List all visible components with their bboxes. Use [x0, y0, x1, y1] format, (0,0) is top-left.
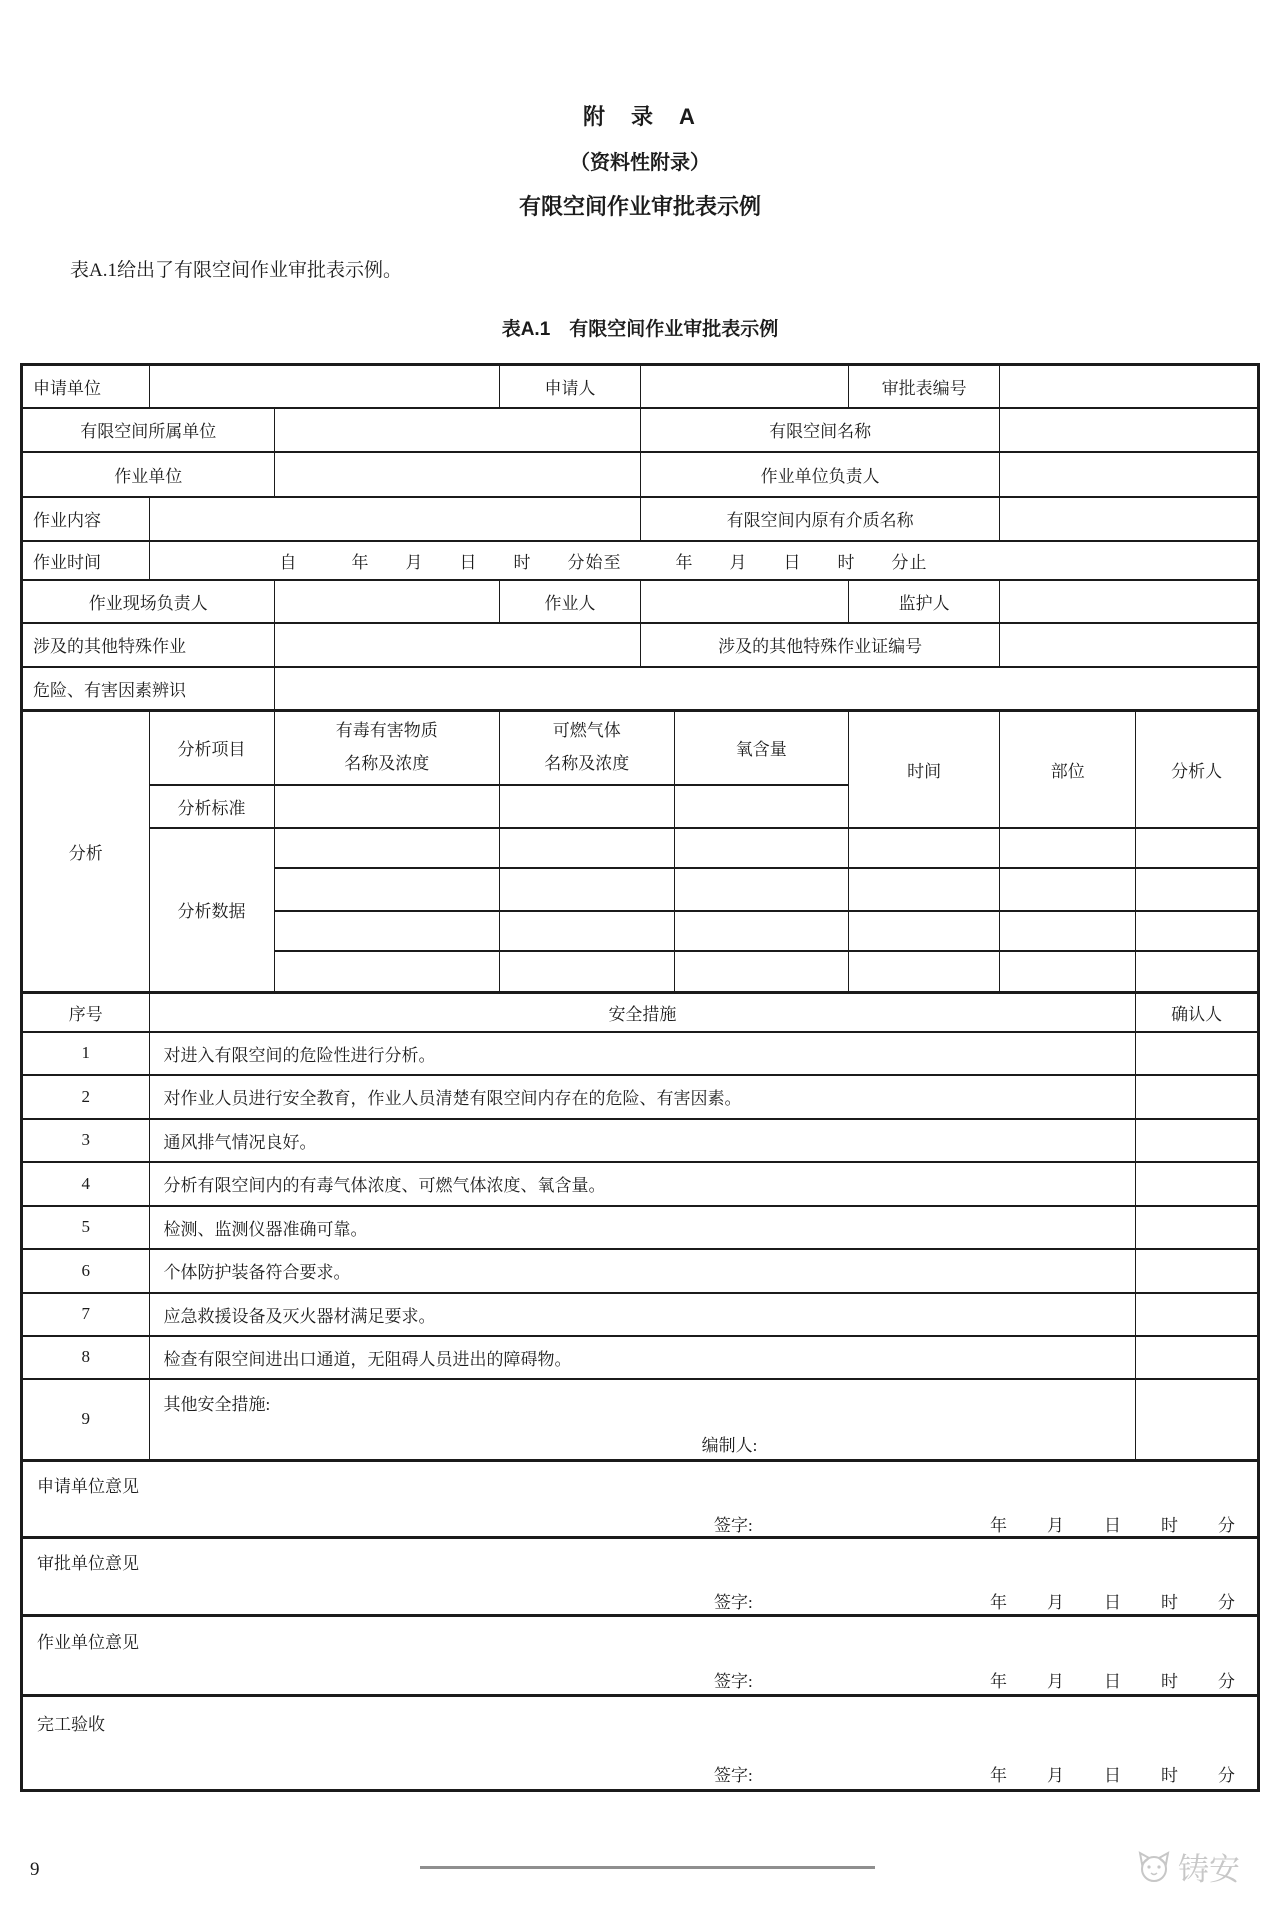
- safety-no: 7: [22, 1293, 150, 1336]
- label-other-special-work: 涉及的其他特殊作业: [22, 623, 275, 667]
- row-analysis-items: [22, 711, 1259, 785]
- field-space-owner-unit: [274, 408, 641, 452]
- field-work-content: [149, 497, 641, 541]
- intro-paragraph: 表A.1给出了有限空间作业审批表示例。: [70, 260, 402, 281]
- safety-no: 8: [22, 1336, 150, 1379]
- sign-line: [23, 1588, 1257, 1613]
- appendix-title: 附 录 A: [583, 104, 697, 129]
- approval-form-table: [20, 363, 1260, 1792]
- completion-acceptance: [22, 1696, 1259, 1791]
- label-work-content: 作业内容: [22, 497, 150, 541]
- field-data-cell: [274, 868, 499, 911]
- field-data-cell: [674, 951, 849, 993]
- safety-no: 1: [22, 1032, 150, 1075]
- compiler-label: 编制人:: [701, 1436, 758, 1456]
- opinion-work-unit: [22, 1616, 1259, 1696]
- label-other-special-work-cert-no: 涉及的其他特殊作业证编号: [641, 623, 1000, 667]
- header-confirmer: 确认人: [1136, 993, 1259, 1032]
- field-confirmer: [1136, 1119, 1259, 1162]
- row-hazard-identification: [22, 667, 1259, 711]
- field-data-cell: [674, 868, 849, 911]
- row-other-special-work: [22, 623, 1259, 667]
- safety-row-3: [22, 1119, 1259, 1162]
- field-data-cell: [1000, 951, 1136, 993]
- label-applicant-unit: 申请单位: [22, 365, 150, 408]
- field-data-cell: [499, 868, 674, 911]
- opinion-section: [22, 1538, 1259, 1616]
- field-data-cell: [499, 951, 674, 993]
- label-analysis-standard: 分析标准: [149, 785, 274, 828]
- sign-label: 签字:: [714, 1765, 753, 1785]
- field-data-cell: [1136, 868, 1259, 911]
- label-work-unit-leader: 作业单位负责人: [641, 452, 1000, 497]
- appendix-header: [0, 0, 1280, 221]
- page-number: 9: [30, 1859, 40, 1880]
- row-analysis-data-1: [22, 828, 1259, 868]
- field-data-cell: [1136, 911, 1259, 951]
- field-work-unit-leader: [1000, 452, 1259, 497]
- sign-date: 年 月 日 时 分: [990, 1593, 1237, 1612]
- cat-logo-icon: [1136, 1850, 1172, 1884]
- field-original-medium: [1000, 497, 1259, 541]
- safety-no: 2: [22, 1075, 150, 1119]
- label-worker: 作业人: [499, 580, 640, 623]
- safety-measure: 检测、监测仪器准确可靠。: [149, 1206, 1136, 1249]
- field-confirmer: [1136, 1336, 1259, 1379]
- col-location: 部位: [1000, 711, 1136, 828]
- sign-date: 年 月 日 时 分: [990, 1515, 1237, 1535]
- col-oxygen: 氧含量: [674, 711, 849, 785]
- footer-divider: [420, 1866, 875, 1869]
- col-toxic-substance: [274, 711, 499, 785]
- field-data-cell: [1136, 828, 1259, 868]
- safety-row-2: [22, 1075, 1259, 1119]
- field-standard-flammable: [499, 785, 674, 828]
- field-data-cell: [274, 951, 499, 993]
- field-form-no: [1000, 365, 1259, 408]
- field-data-cell: [849, 951, 1000, 993]
- safety-measure: 分析有限空间内的有毒气体浓度、可燃气体浓度、氧含量。: [149, 1162, 1136, 1206]
- opinion-section: [22, 1696, 1259, 1791]
- safety-measure: 对进入有限空间的危险性进行分析。: [149, 1032, 1136, 1075]
- opinion-label: 作业单位意见: [37, 1633, 139, 1652]
- field-data-cell: [849, 828, 1000, 868]
- label-space-name: 有限空间名称: [641, 408, 1000, 452]
- sign-line: [23, 1667, 1257, 1692]
- field-space-name: [1000, 408, 1259, 452]
- field-data-cell: [1136, 951, 1259, 993]
- sign-label: 签字:: [714, 1593, 753, 1612]
- label-hazard-identification: 危险、有害因素辨识: [22, 667, 275, 711]
- field-data-cell: [1000, 911, 1136, 951]
- table-caption: 表A.1 有限空间作业审批表示例: [501, 319, 779, 340]
- sign-label: 签字:: [714, 1672, 753, 1691]
- field-data-cell: [674, 911, 849, 951]
- opinion-label: 完工验收: [37, 1714, 105, 1734]
- header-no: 序号: [22, 993, 150, 1032]
- sign-line: [23, 1761, 1257, 1786]
- label-guardian: 监护人: [849, 580, 1000, 623]
- field-data-cell: [849, 868, 1000, 911]
- field-standard-toxic: [274, 785, 499, 828]
- field-data-cell: [849, 911, 1000, 951]
- col-flammable-line2: 名称及浓度: [544, 753, 630, 773]
- col-toxic-line1: 有毒有害物质: [335, 721, 438, 741]
- opinion-approval-unit: [22, 1538, 1259, 1616]
- field-applicant: [641, 365, 849, 408]
- safety-measure: 应急救援设备及灭火器材满足要求。: [149, 1293, 1136, 1336]
- row-site-leader: [22, 580, 1259, 623]
- opinion-label: 申请单位意见: [37, 1476, 139, 1496]
- field-data-cell: [674, 828, 849, 868]
- safety-no: 9: [22, 1379, 150, 1461]
- field-guardian: [1000, 580, 1259, 623]
- field-site-leader: [274, 580, 499, 623]
- safety-no: 4: [22, 1162, 150, 1206]
- safety-measure-other: [149, 1379, 1136, 1461]
- brand-watermark: [1136, 1844, 1240, 1889]
- col-time: 时间: [849, 711, 1000, 828]
- safety-no: 6: [22, 1249, 150, 1293]
- label-space-owner-unit: 有限空间所属单位: [22, 408, 275, 452]
- label-original-medium: 有限空间内原有介质名称: [641, 497, 1000, 541]
- appendix-subject: 有限空间作业审批表示例: [518, 194, 761, 219]
- field-other-special-work: [274, 623, 641, 667]
- field-data-cell: [499, 828, 674, 868]
- field-confirmer: [1136, 1293, 1259, 1336]
- row-work-content: [22, 497, 1259, 541]
- safety-measure: 检查有限空间进出口通道，无阻碍人员进出的障碍物。: [149, 1336, 1136, 1379]
- label-analysis-data: 分析数据: [149, 828, 274, 993]
- row-safety-header: [22, 993, 1259, 1032]
- field-confirmer: [1136, 1249, 1259, 1293]
- safety-measure: 对作业人员进行安全教育，作业人员清楚有限空间内存在的危险、有害因素。: [149, 1075, 1136, 1119]
- sign-label: 签字:: [714, 1515, 753, 1535]
- field-standard-oxygen: [674, 785, 849, 828]
- safety-row-7: [22, 1293, 1259, 1336]
- field-hazard-identification: [274, 667, 1258, 711]
- sign-date: 年 月 日 时 分: [990, 1672, 1237, 1691]
- field-data-cell: [274, 828, 499, 868]
- row-work-time: [22, 541, 1259, 580]
- field-confirmer: [1136, 1162, 1259, 1206]
- safety-row-8: [22, 1336, 1259, 1379]
- row-work-unit: [22, 452, 1259, 497]
- row-space-owner: [22, 408, 1259, 452]
- header-measure: 安全措施: [149, 993, 1136, 1032]
- field-confirmer: [1136, 1206, 1259, 1249]
- field-other-special-work-cert-no: [1000, 623, 1259, 667]
- opinion-section: [22, 1616, 1259, 1696]
- other-measures-label: 其他安全措施:: [163, 1395, 271, 1415]
- field-data-cell: [1000, 868, 1136, 911]
- opinion-applicant-unit: [22, 1461, 1259, 1538]
- opinion-section: [22, 1461, 1259, 1538]
- page-footer: [0, 1839, 1280, 1895]
- safety-row-9: [22, 1379, 1259, 1461]
- label-site-leader: 作业现场负责人: [22, 580, 275, 623]
- brand-text: 铸安: [1178, 1852, 1240, 1887]
- field-confirmer: [1136, 1075, 1259, 1119]
- label-work-time: 作业时间: [22, 541, 150, 580]
- label-applicant: 申请人: [499, 365, 640, 408]
- field-data-cell: [274, 911, 499, 951]
- safety-row-6: [22, 1249, 1259, 1293]
- col-flammable-line1: 可燃气体: [552, 721, 621, 741]
- field-work-unit: [274, 452, 641, 497]
- field-work-time: 自 年 月 日 时 分始至 年 月 日 时 分止: [149, 541, 1258, 580]
- field-applicant-unit: [149, 365, 499, 408]
- label-analysis-item: 分析项目: [149, 711, 274, 785]
- safety-row-4: [22, 1162, 1259, 1206]
- appendix-type: （资料性附录）: [570, 152, 710, 174]
- row-applicant: [22, 365, 1259, 408]
- col-analyst: 分析人: [1136, 711, 1259, 828]
- label-work-unit: 作业单位: [22, 452, 275, 497]
- field-confirmer: [1136, 1379, 1259, 1461]
- field-worker: [641, 580, 849, 623]
- safety-row-1: [22, 1032, 1259, 1075]
- col-toxic-line2: 名称及浓度: [344, 753, 430, 773]
- sign-line: [23, 1511, 1257, 1536]
- safety-measure: 通风排气情况良好。: [149, 1119, 1136, 1162]
- label-form-no: 审批表编号: [849, 365, 1000, 408]
- col-flammable-gas: [499, 711, 674, 785]
- field-data-cell: [1000, 828, 1136, 868]
- field-data-cell: [499, 911, 674, 951]
- safety-row-5: [22, 1206, 1259, 1249]
- field-confirmer: [1136, 1032, 1259, 1075]
- safety-no: 5: [22, 1206, 150, 1249]
- opinion-label: 审批单位意见: [37, 1554, 139, 1573]
- safety-no: 3: [22, 1119, 150, 1162]
- sign-date: 年 月 日 时 分: [990, 1765, 1237, 1785]
- safety-measure: 个体防护装备符合要求。: [149, 1249, 1136, 1293]
- label-analysis: 分析: [22, 711, 150, 993]
